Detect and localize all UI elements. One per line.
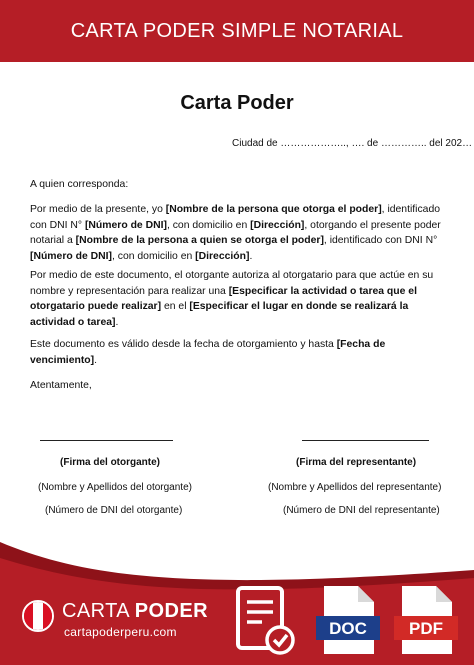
top-banner (0, 0, 474, 62)
signature-role-otorgante: (Firma del otorgante) (60, 457, 161, 468)
signature-line-representante (302, 440, 429, 441)
pdf-label: PDF (409, 619, 443, 638)
date-line: Ciudad de ……………….., …. de ………….. del 202… (232, 138, 473, 149)
signature-name-representante: (Nombre y Apellidos del representante) (268, 482, 442, 493)
paragraph-authorization: Por medio de este documento, el otorgante autoriza al otorgatario para que actúe en su nombre y representación para realizar una [Especificar la actividad o tarea que el otorgatario puede realizar] en el [Especificar el lugar en donde se realizará la actividad o tarea]. (30, 270, 434, 328)
paragraph-grant: Por medio de la presente, yo [Nombre de la persona que otorga el poder], identificado con DNI N° [Número de DNI], con domicilio en [Dirección], otorgando el presente poder notarial a [Nombre de la persona a quien se otorga el poder], identificado con DNI N° [Número de DNI], con domicilio en [Dirección]. (30, 204, 441, 262)
signature-name-otorgante: (Nombre y Apellidos del otorgante) (38, 482, 192, 493)
signature-role-representante: (Firma del representante) (296, 457, 417, 468)
greeting: A quien corresponda: (30, 179, 129, 190)
doc-label: DOC (329, 619, 367, 638)
paragraph-validity: Este documento es válido desde la fecha de otorgamiento y hasta [Fecha de vencimiento]. (30, 339, 386, 366)
signature-dni-otorgante: (Número de DNI del otorgante) (45, 505, 183, 516)
signature-line-otorgante (40, 440, 173, 441)
peru-flag-icon (22, 600, 54, 632)
brand-name: CARTA PODER (62, 600, 208, 622)
signature-dni-representante: (Número de DNI del representante) (283, 505, 440, 516)
banner-title: CARTA PODER SIMPLE NOTARIAL (70, 19, 404, 42)
document-title: Carta Poder (180, 92, 294, 114)
document-checkmark-icon (232, 584, 296, 656)
brand-url[interactable]: cartapoderperu.com (64, 625, 177, 639)
closing: Atentamente, (30, 380, 92, 391)
